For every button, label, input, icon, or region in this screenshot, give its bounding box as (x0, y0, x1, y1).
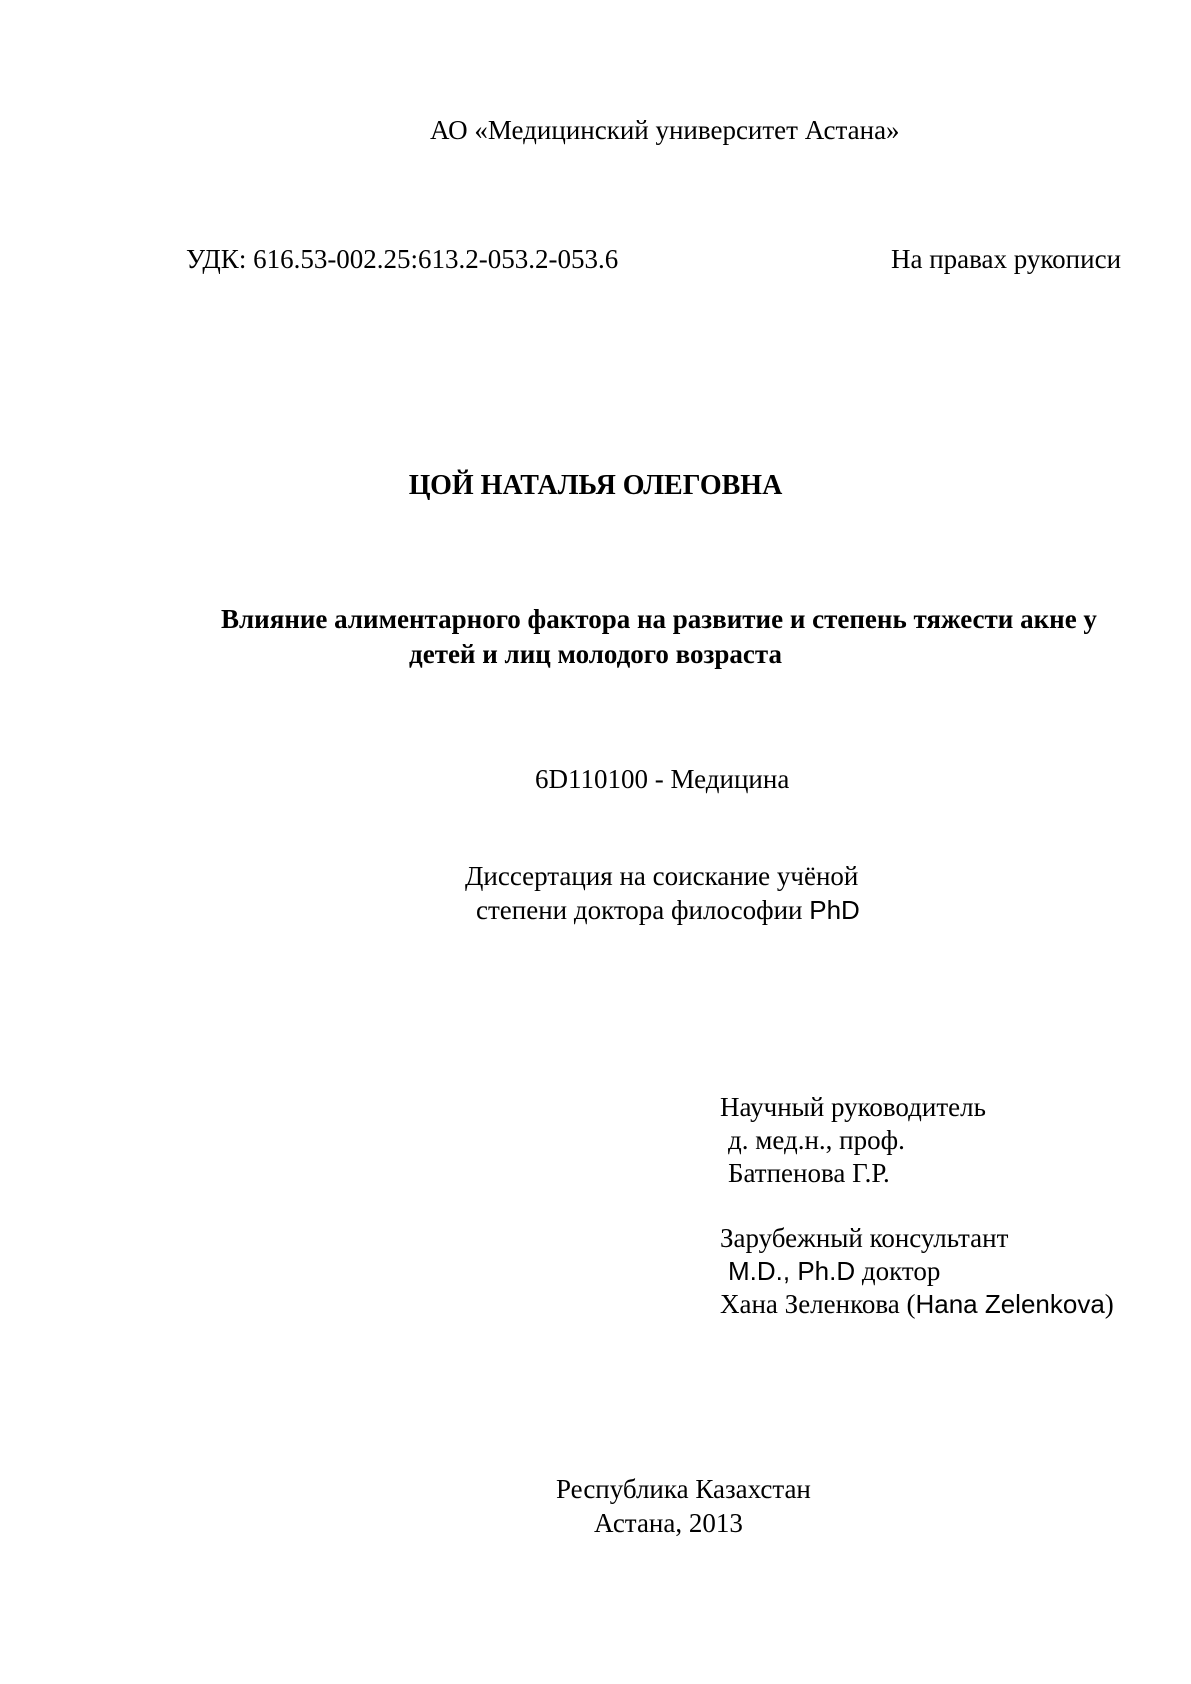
thesis-title-line-1: Влияние алиментарного фактора на развитие и степень тяжести акне у (221, 604, 1097, 634)
institution-name: АО «Медицинский университет Астана» (430, 115, 900, 145)
supervisor-degree: д. мед.н., проф. (728, 1125, 905, 1155)
country: Республика Казахстан (556, 1474, 811, 1504)
city-year (594, 1507, 743, 1539)
consultant-degree-ru: доктор (861, 1256, 941, 1286)
supervisor-name: Батпенова Г.Р. (728, 1158, 890, 1188)
consultant-degree (728, 1255, 940, 1287)
author-name: ЦОЙ НАТАЛЬЯ ОЛЕГОВНА (408, 470, 783, 501)
thesis-title-line-2: детей и лиц молодого возраста (409, 639, 782, 669)
consultant-degree-latin: M.D., Ph.D (728, 1256, 856, 1286)
degree-line-2 (476, 894, 860, 926)
udk-code: УДК: 616.53-002.25:613.2-053.2-053.6 (186, 244, 619, 274)
consultant-role: Зарубежный консультант (720, 1223, 1009, 1253)
year: 2013 (688, 1508, 743, 1538)
degree-line-2-text: степени доктора философии (476, 895, 803, 925)
specialty-code: 6D110100 (535, 764, 648, 794)
city: Астана, (594, 1508, 683, 1538)
consultant-name-close: ) (1104, 1289, 1114, 1319)
degree-phd: PhD (809, 895, 860, 925)
consultant-name-latin: Hana Zelenkova (915, 1289, 1105, 1319)
specialty-name: Медицина (670, 764, 790, 794)
manuscript-note: На правах рукописи (891, 244, 1122, 274)
supervisor-role: Научный руководитель (720, 1092, 986, 1122)
degree-line-1: Диссертация на соискание учёной (465, 861, 859, 891)
consultant-name-ru: Хана Зеленкова ( (720, 1289, 916, 1319)
consultant-name (720, 1288, 1114, 1320)
specialty: 6D110100 - Медицина (535, 764, 790, 794)
